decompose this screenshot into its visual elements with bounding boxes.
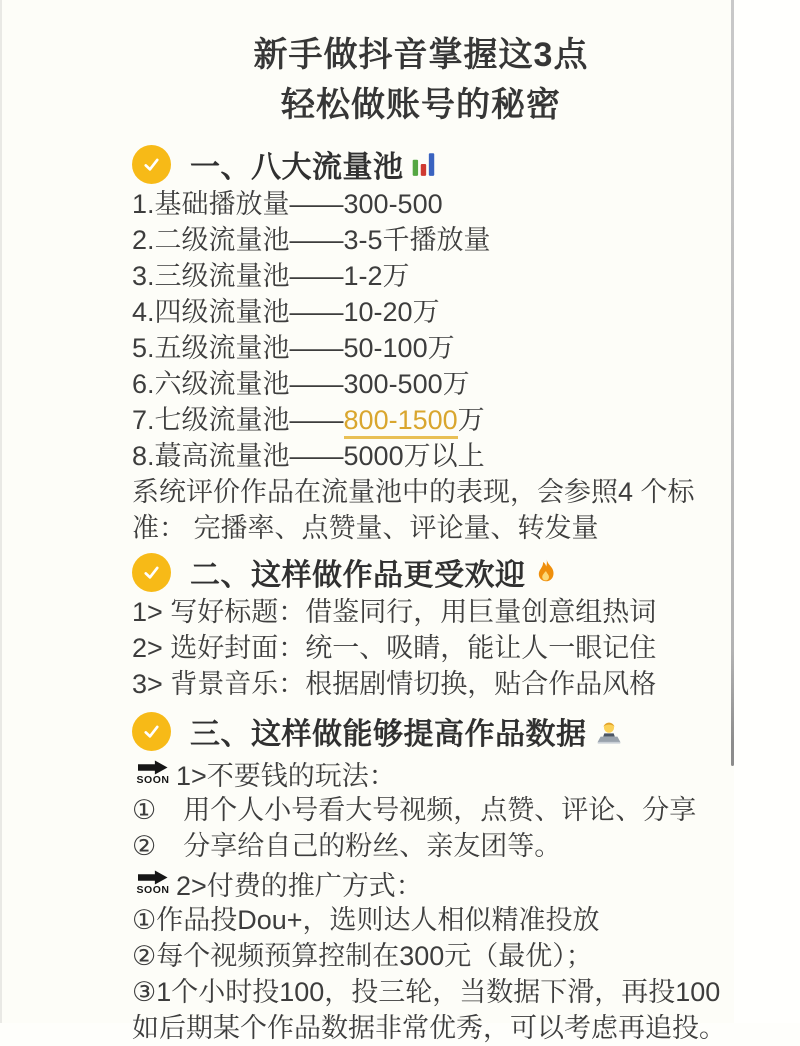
soon-arrow-icon <box>132 870 174 896</box>
list-item: 8.蕞高流量池——5000万以上 <box>132 441 485 471</box>
section-2-title: 二、这样做作品更受欢迎 <box>190 559 526 592</box>
list-item: ③1个小时投100，投三轮，当数据下滑，再投100 <box>132 977 721 1007</box>
list-item: 4.四级流量池——10-20万 <box>132 297 440 327</box>
item7-suffix: 万 <box>457 405 485 435</box>
title-line-1: 新手做抖音掌握这3点 <box>253 36 589 74</box>
traffic-pool-list <box>132 186 710 546</box>
list-item: 2.二级流量池——3-5千播放量 <box>132 225 491 255</box>
soon-label: SOON <box>136 774 170 786</box>
data-boost-list <box>132 754 726 1046</box>
list-item: ① 用个人小号看大号视频，点赞、评论、分享 <box>132 795 697 825</box>
section-1-title: 一、八大流量池 <box>190 151 404 184</box>
item7-prefix: 7.七级流量池—— <box>132 405 344 435</box>
list-item: ②每个视频预算控制在300元（最优）； <box>132 941 593 971</box>
list-item: 2> 选好封面：统一、吸睛，能让人一眼记住 <box>132 633 657 663</box>
check-circle-icon <box>132 145 171 184</box>
popularity-tips-list <box>132 594 710 702</box>
section-2-header <box>132 552 710 592</box>
soon-arrow-icon <box>132 760 174 786</box>
bar-chart-icon <box>411 150 437 178</box>
list-item-highlighted <box>132 402 710 438</box>
list-item: 1> 写好标题：借鉴同行，用巨量创意组热词 <box>132 597 657 627</box>
list-item: 5.五级流量池——50-100万 <box>132 333 455 363</box>
list-item: ② 分享给自己的粉丝、亲友团等。 <box>132 831 562 861</box>
list-item: 3> 背景音乐：根据剧情切换，贴合作品风格 <box>132 669 657 699</box>
right-arrow-icon <box>137 760 169 775</box>
list-item: 1.基础播放量——300-500 <box>132 189 443 219</box>
page-title <box>132 30 710 130</box>
highlighted-range: 800-1500 <box>344 405 458 439</box>
fire-icon <box>533 558 560 587</box>
right-arrow-icon <box>137 870 169 885</box>
list-item: 6.六级流量池——300-500万 <box>132 369 470 399</box>
checkmark-icon <box>140 561 163 584</box>
page-left-edge <box>0 0 2 1023</box>
sub-label: 1>不要钱的玩法： <box>176 760 396 791</box>
checkmark-icon <box>140 720 163 743</box>
page-margin-right <box>734 0 800 1023</box>
technologist-icon <box>594 715 624 747</box>
soon-subsection-1 <box>132 754 710 792</box>
check-circle-icon <box>132 712 171 751</box>
note-line: 准： 完播率、点赞量、评论量、转发量 <box>132 513 599 543</box>
sub-label: 2>付费的推广方式： <box>176 870 423 901</box>
vertical-divider-line <box>731 0 734 766</box>
content-column <box>132 0 726 1046</box>
title-line-2: 轻松做账号的秘密 <box>281 86 561 124</box>
section-3-title: 三、这样做能够提高作品数据 <box>190 718 587 751</box>
soon-subsection-2 <box>132 864 710 902</box>
section-3-header <box>132 710 710 752</box>
checkmark-icon <box>140 153 163 176</box>
list-item: 如后期某个作品数据非常优秀，可以考虑再追投。 <box>132 1013 726 1043</box>
list-item: ①作品投Dou+，选则达人相似精准投放 <box>132 905 600 935</box>
check-circle-icon <box>132 553 171 592</box>
soon-label: SOON <box>136 884 170 896</box>
section-1-header <box>132 144 710 184</box>
note-line: 系统评价作品在流量池中的表现，会参照4 个标 <box>132 477 695 507</box>
list-item: 3.三级流量池——1-2万 <box>132 261 410 291</box>
